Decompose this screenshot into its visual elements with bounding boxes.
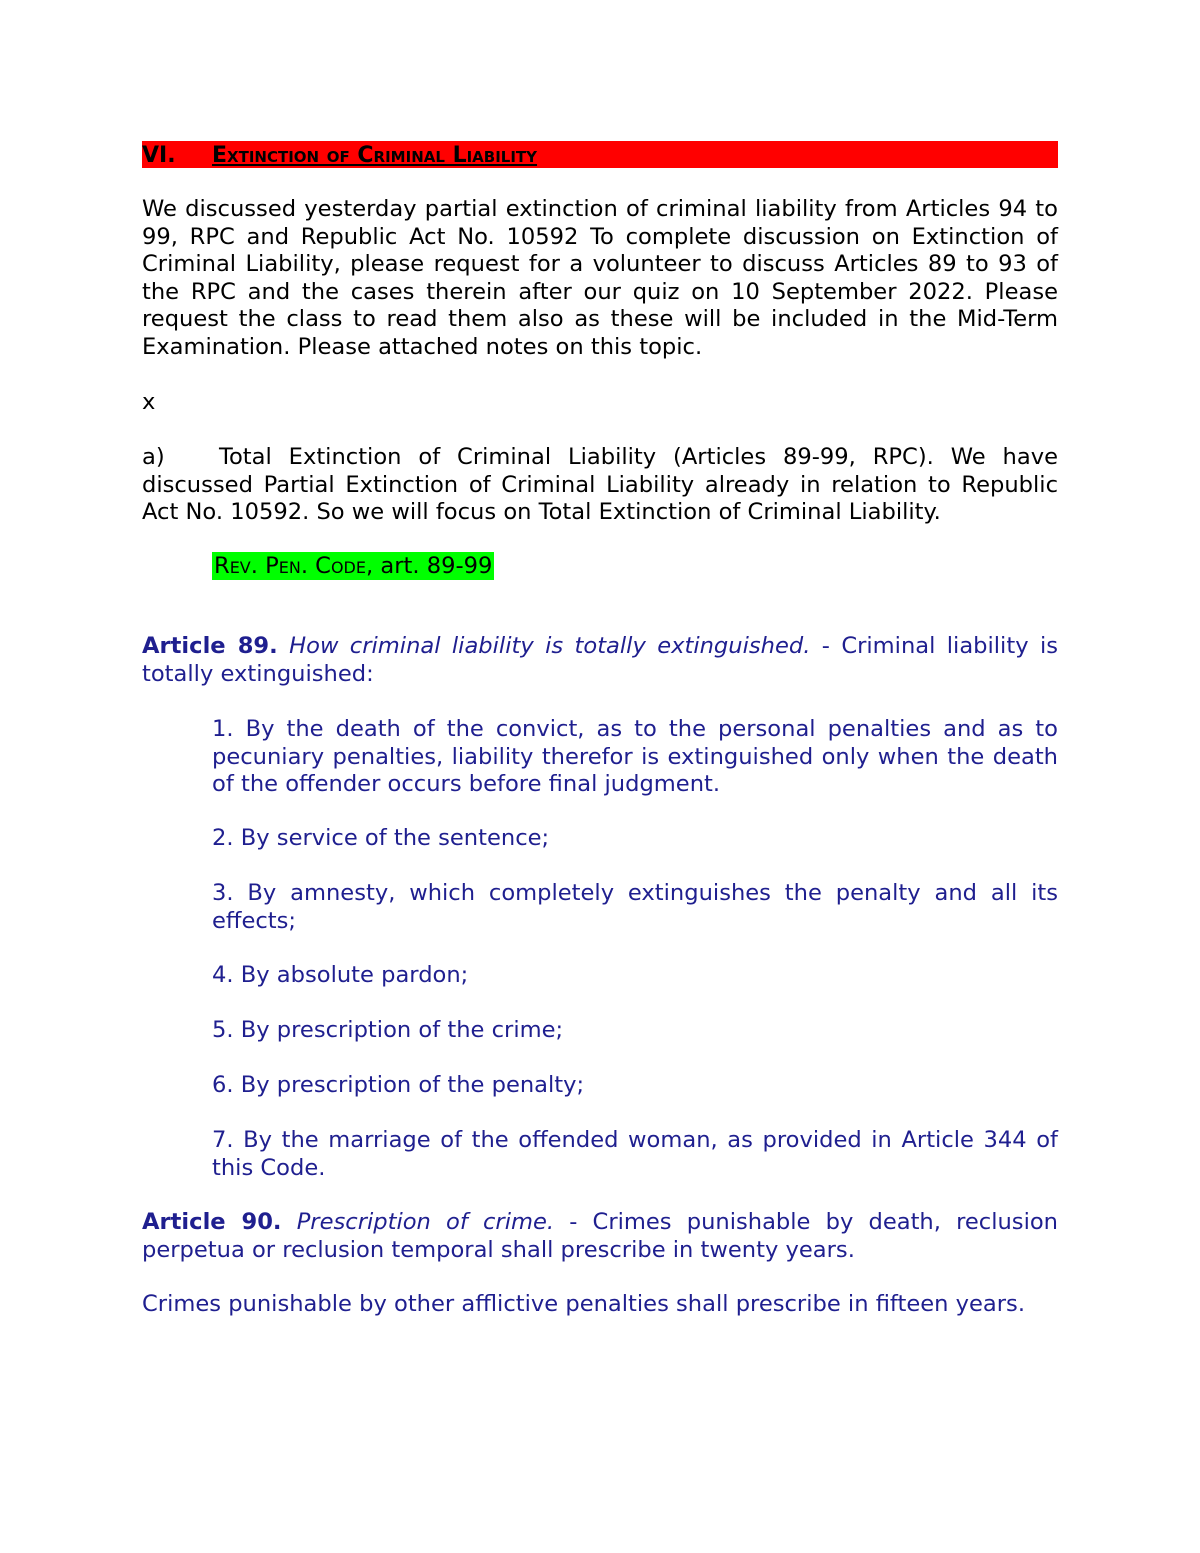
citation-highlight (212, 552, 494, 580)
citation-articles: , art. 89-99 (365, 553, 493, 579)
list-item: 7. By the marriage of the offended woman, as provided in Article 344 of this Code. (212, 1127, 1058, 1181)
section-number: VI. (142, 143, 176, 168)
article-89-text: Criminal liability is totally extinguished: (142, 633, 1058, 687)
list-item: 3. By amnesty, which completely extinguishes the penalty and all its effects; (212, 880, 1058, 934)
article-89-label: Article 89. (142, 633, 278, 659)
item-a-text: Total Extinction of Criminal Liability (Articles 89-99, RPC). We have discussed Partial Extinction of Criminal Liability already in relation to Republic Act No. 10592. So we will focus on Total Extinction of Criminal Liability. (142, 444, 1058, 525)
section-title: Extinction of Criminal Liability (212, 143, 538, 168)
article-89-heading (142, 633, 1058, 688)
intro-paragraph: We discussed yesterday partial extinction of criminal liability from Articles 94 to 99, RPC and Republic Act No. 10592 To complete discussion on Extinction of Criminal Liability, please request for a volunteer to discuss Articles 89 to 93 of the RPC and the cases therein after our quiz on 10 September 2022. Please request the class to read them also as these will be included in the Mid-Term Examination. Please attached notes on this topic. (142, 196, 1058, 360)
article-90-paragraph-2: Crimes punishable by other afflictive penalties shall prescribe in fifteen years. (142, 1291, 1025, 1317)
item-a-paragraph (142, 444, 1058, 527)
x-marker: x (142, 389, 156, 415)
item-a-label: a) (142, 444, 165, 470)
list-item: 1. By the death of the convict, as to the personal penalties and as to pecuniary penalties, liability therefor is extinguished only when the death of the offender occurs before final judgment. (212, 716, 1058, 797)
article-90-dash: - (554, 1209, 593, 1235)
article-90-title: Prescription of crime. (296, 1209, 555, 1235)
list-item: 4. By absolute pardon; (212, 962, 469, 988)
list-item: 5. By prescription of the crime; (212, 1017, 564, 1043)
article-90-text: Crimes punishable by death, reclusion perpetua or reclusion temporal shall prescribe in twenty years. (142, 1209, 1058, 1263)
article-89-title: How criminal liability is totally extinguished. (289, 633, 811, 659)
list-item: 2. By service of the sentence; (212, 825, 550, 851)
citation-code: Rev. Pen. Code (214, 553, 366, 579)
section-heading (142, 141, 1058, 168)
article-90-heading (142, 1209, 1058, 1264)
article-89-dash: - (810, 633, 842, 659)
list-item: 6. By prescription of the penalty; (212, 1072, 585, 1098)
article-90-label: Article 90. (142, 1209, 282, 1235)
